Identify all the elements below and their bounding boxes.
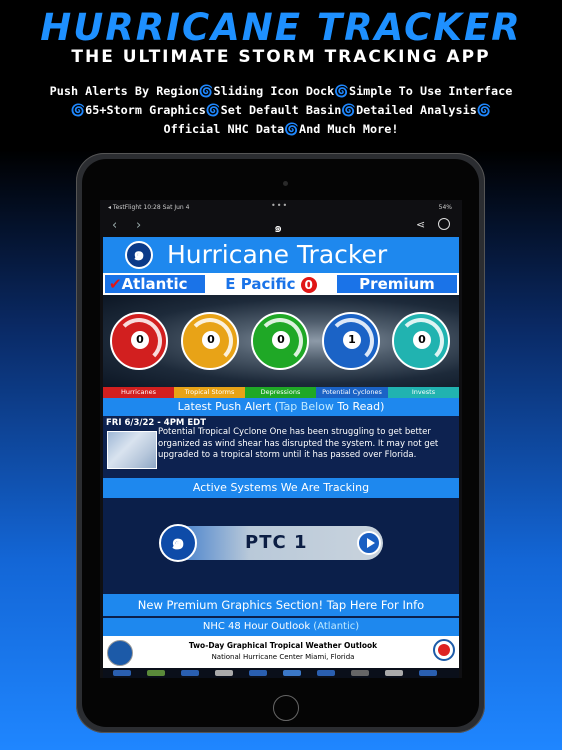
legend-depressions: Depressions <box>245 387 316 398</box>
epac-count-badge: 0 <box>301 277 317 293</box>
feature-item: And Much More! <box>299 122 399 136</box>
tab-epac-label: E Pacific <box>225 275 296 293</box>
forward-arrow-icon[interactable]: › <box>136 218 142 233</box>
compass-icon[interactable] <box>438 218 450 230</box>
active-system-item[interactable] <box>161 526 383 560</box>
alert-text: Potential Tropical Cyclone One has been struggling to get better organized as wind shear has disrupted the system. It may not get upgraded to a tropical storm until it has passed over Florida. <box>158 427 439 460</box>
app-swirl-icon: ๑ <box>274 221 283 236</box>
share-icon[interactable]: ⋖ <box>416 218 426 231</box>
feature-item: 65+Storm Graphics <box>85 103 206 117</box>
alert-date: FRI 6/3/22 - 4PM EDT <box>106 418 207 428</box>
checkmark-icon: ✔ <box>109 275 122 293</box>
invests-count: 0 <box>413 331 431 349</box>
noaa-logo-icon <box>107 640 133 666</box>
outlook-title: Two-Day Graphical Tropical Weather Outlook <box>188 641 378 650</box>
dock-icon[interactable] <box>385 670 403 676</box>
active-system-name: PTC 1 <box>245 532 308 553</box>
feature-list <box>20 82 542 139</box>
legend-potential-cyclones: Potential Cyclones <box>316 387 388 398</box>
promo-headline: HURRICANE TRACKER <box>40 6 522 49</box>
camera-icon <box>283 181 288 186</box>
nhc-outlook-header <box>103 618 459 636</box>
active-systems-panel <box>103 498 459 594</box>
push-alert-card[interactable] <box>103 416 459 478</box>
push-alert-header <box>103 398 459 416</box>
dock-icon[interactable] <box>249 670 267 676</box>
potential-cyclones-count: 1 <box>343 331 361 349</box>
feature-item: Simple To Use Interface <box>348 84 513 98</box>
tab-atlantic-label: Atlantic <box>121 275 188 293</box>
hurricanes-button[interactable] <box>110 312 168 370</box>
dock-icon[interactable] <box>215 670 233 676</box>
back-arrow-icon[interactable]: ‹ <box>112 218 118 233</box>
outlook-subtitle: National Hurricane Center Miami, Florida <box>211 653 355 661</box>
hurricane-logo-icon: ๑ <box>125 241 153 269</box>
tab-premium[interactable]: Premium <box>337 275 457 293</box>
potential-cyclones-button[interactable] <box>322 312 380 370</box>
feature-item: Set Default Basin <box>220 103 342 117</box>
nws-logo-icon <box>433 639 455 661</box>
play-icon[interactable] <box>357 531 381 555</box>
hurricane-icon: 🌀 <box>198 84 214 98</box>
hurricane-icon: 🌀 <box>70 103 86 117</box>
feature-item: Sliding Icon Dock <box>213 84 335 98</box>
feature-item: Detailed Analysis <box>356 103 477 117</box>
invests-button[interactable] <box>392 312 450 370</box>
promo-subhead: THE ULTIMATE STORM TRACKING APP <box>71 47 491 67</box>
alert-map-thumbnail <box>107 431 157 469</box>
hurricanes-count: 0 <box>131 331 149 349</box>
dock-icon[interactable] <box>181 670 199 676</box>
hurricane-icon: 🌀 <box>341 103 357 117</box>
app-content <box>103 237 459 678</box>
storm-category-legend <box>103 387 459 398</box>
feature-item: Push Alerts By Region <box>49 84 199 98</box>
hurricane-icon: 🌀 <box>205 103 221 117</box>
tab-east-pacific[interactable] <box>209 275 333 293</box>
outlook-graphic[interactable] <box>103 636 459 668</box>
tropical-storms-count: 0 <box>202 331 220 349</box>
icon-dock <box>103 668 459 678</box>
hurricane-logo-icon: ๑ <box>159 524 197 562</box>
battery-level: 54% <box>438 204 452 211</box>
push-header-prefix: Latest Push Alert ( <box>177 400 279 413</box>
app-header <box>103 237 459 273</box>
dock-icon[interactable] <box>419 670 437 676</box>
feature-item: Official NHC Data <box>163 122 285 136</box>
hurricane-icon: 🌀 <box>284 122 299 136</box>
dock-icon[interactable] <box>147 670 165 676</box>
multitask-dots[interactable]: ••• <box>271 201 289 210</box>
legend-hurricanes: Hurricanes <box>103 387 174 398</box>
basin-tabs <box>103 273 459 295</box>
nhc-outlook-title: NHC 48 Hour Outlook <box>202 621 314 632</box>
dock-icon[interactable] <box>317 670 335 676</box>
home-button[interactable] <box>273 695 299 721</box>
premium-graphics-banner[interactable]: New Premium Graphics Section! Tap Here For Info <box>103 594 459 616</box>
status-bar <box>100 200 462 216</box>
tropical-storms-button[interactable] <box>181 312 239 370</box>
app-title: Hurricane Tracker <box>167 240 388 269</box>
device-screen <box>100 200 462 678</box>
dock-icon[interactable] <box>113 670 131 676</box>
depressions-count: 0 <box>272 331 290 349</box>
dock-icon[interactable] <box>351 670 369 676</box>
dock-icon[interactable] <box>283 670 301 676</box>
legend-invests: Invests <box>388 387 459 398</box>
push-header-tap: Tap Below <box>278 400 334 413</box>
legend-tropical-storms: Tropical Storms <box>174 387 245 398</box>
depressions-button[interactable] <box>251 312 309 370</box>
tab-atlantic[interactable] <box>105 275 205 293</box>
nhc-outlook-basin: (Atlantic) <box>313 621 360 632</box>
hurricane-icon: 🌀 <box>334 84 349 98</box>
status-left: ◂ TestFlight 10:28 Sat Jun 4 <box>108 204 190 211</box>
hurricane-icon: 🌀 <box>476 103 492 117</box>
push-header-suffix: To Read) <box>333 400 385 413</box>
storm-count-panel <box>103 295 459 387</box>
browser-nav <box>100 216 462 236</box>
active-systems-header: Active Systems We Are Tracking <box>103 478 459 498</box>
